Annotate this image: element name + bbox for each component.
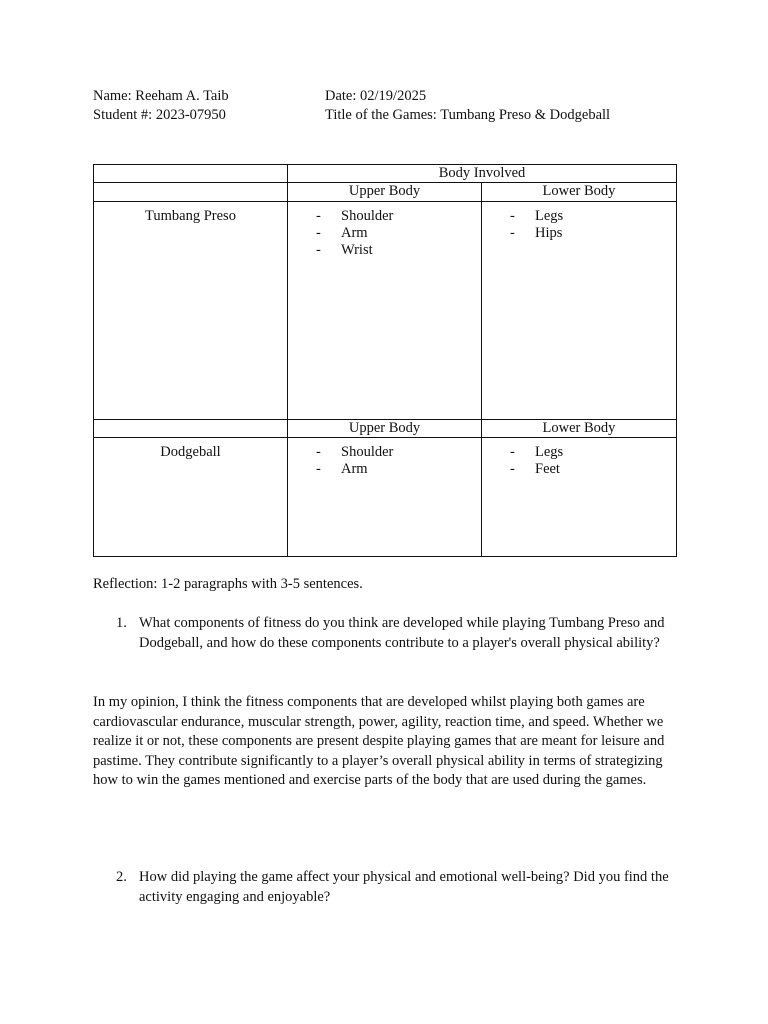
list-item: - Arm — [316, 225, 481, 242]
lower-body-list — [482, 208, 676, 242]
game-name-tumbang-preso: Tumbang Preso — [94, 202, 288, 420]
table-row-tumbang-preso — [94, 202, 677, 420]
list-item: - Legs — [510, 208, 676, 225]
upper-body-list — [288, 444, 481, 478]
upper-body-cell — [288, 202, 482, 420]
table-subheader-row-dodgeball — [94, 420, 677, 438]
games-title-value: Tumbang Preso & Dodgeball — [440, 107, 611, 123]
body-involved-table — [93, 164, 677, 557]
student-number-label: Student #: — [93, 107, 153, 123]
reflection-instruction: Reflection: 1-2 paragraphs with 3-5 sentences. — [93, 576, 363, 592]
date-value: 02/19/2025 — [360, 88, 427, 104]
upper-body-cell — [288, 438, 482, 557]
table-header-row — [94, 165, 677, 183]
answer-1-paragraph: In my opinion, I think the fitness components that are developed whilst playing both games are cardiovascular endurance, muscular strength, power, agility, reaction time, and speed. Whether we realize it or not, these components are present despite playing games that are meant for leisure and pastime. They contribute significantly to a player’s overall physical ability in terms of strategizing how to win the games mentioned and exercise parts of the body that are used during the games. — [93, 694, 665, 789]
games-title-line — [325, 107, 610, 124]
date-line — [325, 88, 426, 105]
upper-body-list — [288, 208, 481, 259]
date-label: Date: — [325, 88, 357, 104]
table-row-dodgeball — [94, 438, 677, 557]
empty-subheader-cell — [94, 183, 288, 202]
name-value: Reeham A. Taib — [135, 88, 229, 104]
list-item: - Shoulder — [316, 208, 481, 225]
question-1-text: What components of fitness do you think are developed while playing Tumbang Preso and Dodgeball, and how do these components contribute to a player's overall physical ability? — [139, 615, 665, 651]
lower-body-cell — [482, 438, 677, 557]
list-item: - Arm — [316, 461, 481, 478]
empty-header-cell — [94, 165, 288, 183]
question-2-text: How did playing the game affect your physical and emotional well-being? Did you find the activity engaging and enjoyable? — [139, 869, 669, 905]
lower-body-header: Lower Body — [482, 420, 677, 438]
list-item: - Hips — [510, 225, 676, 242]
name-label: Name: — [93, 88, 132, 104]
empty-subheader-cell — [94, 420, 288, 438]
table-subheader-row — [94, 183, 677, 202]
list-item: - Feet — [510, 461, 676, 478]
name-line — [93, 88, 229, 105]
body-involved-header: Body Involved — [288, 165, 677, 183]
game-name-dodgeball: Dodgeball — [94, 438, 288, 557]
student-number-line — [93, 107, 226, 124]
lower-body-list — [482, 444, 676, 478]
lower-body-header: Lower Body — [482, 183, 677, 202]
list-item: - Wrist — [316, 242, 481, 259]
list-item: - Shoulder — [316, 444, 481, 461]
upper-body-header: Upper Body — [288, 183, 482, 202]
student-number-value: 2023-07950 — [155, 107, 226, 123]
lower-body-cell — [482, 202, 677, 420]
upper-body-header: Upper Body — [288, 420, 482, 438]
games-title-label: Title of the Games: — [325, 107, 437, 123]
question-number: 2. — [116, 869, 127, 885]
question-number: 1. — [116, 615, 127, 631]
list-item: - Legs — [510, 444, 676, 461]
